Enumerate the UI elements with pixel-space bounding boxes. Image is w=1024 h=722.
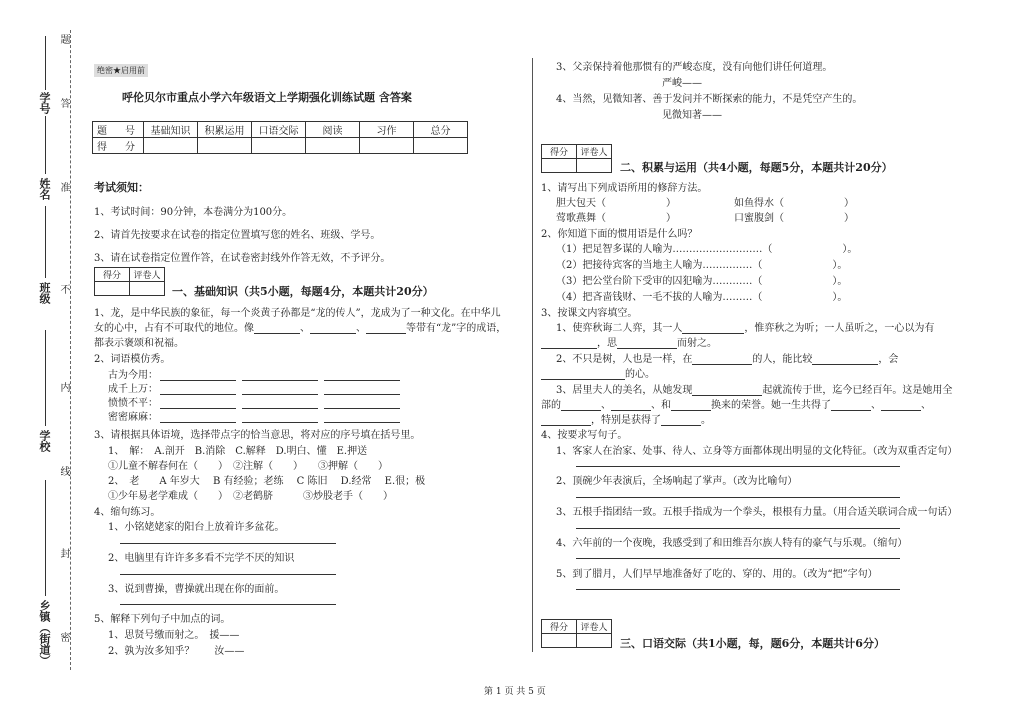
- scorebox-sec3: [541, 619, 612, 648]
- scorebox-label: 评卷人: [577, 620, 612, 634]
- text: ，思: [597, 338, 617, 349]
- text: 换来的荣誉。她一生共得了: [711, 400, 831, 411]
- text: 。: [701, 415, 711, 426]
- text: 2、不只是树，人也是一样，在: [556, 354, 693, 365]
- notice-item-1: 1、考试时间：90分钟，本卷满分为100分。: [94, 207, 293, 218]
- scorebox-cell[interactable]: [95, 282, 130, 296]
- sec2-heading: 二、积累与运用（共4小题，每题5分，本题共计20分）: [620, 161, 893, 174]
- answer-line[interactable]: [576, 528, 900, 529]
- answer-blank[interactable]: [541, 368, 625, 380]
- score-cell[interactable]: [144, 138, 198, 154]
- cut-char-4: 不: [58, 284, 69, 294]
- scorebox-label: 得分: [542, 620, 577, 634]
- answer-blank[interactable]: [881, 399, 921, 411]
- answer-blank[interactable]: [324, 411, 400, 423]
- sec1-q3: 3、请根据具体语境，选择带点字的恰当意思，将对应的序号填在括号里。: [94, 430, 421, 441]
- text: 、和: [651, 400, 671, 411]
- score-cell[interactable]: [360, 138, 414, 154]
- fill-3b: [541, 396, 931, 411]
- scorebox-cell[interactable]: [542, 159, 577, 173]
- score-head-0: 题 号: [93, 122, 144, 138]
- text: 、: [601, 400, 611, 411]
- q2-word: 古为今用：: [108, 370, 158, 381]
- q2-row-4: [108, 408, 400, 423]
- idiom-4: 口蜜腹剑（ ）: [734, 213, 854, 224]
- answer-blank[interactable]: [366, 322, 406, 334]
- text: 部的: [541, 400, 561, 411]
- scorebox-cell[interactable]: [542, 634, 577, 648]
- margin-line-school[interactable]: [45, 330, 46, 426]
- text: 1、使弈秋诲二人弈，其一人: [556, 323, 683, 334]
- answer-blank[interactable]: [561, 399, 601, 411]
- rewrite-5: 5、到了腊月，人们早早地准备好了吃的、穿的、用的。（改为“把”字句）: [556, 569, 878, 580]
- sep: 、: [300, 323, 310, 334]
- sec1-q1b: [94, 319, 506, 334]
- scorebox-label: 评卷人: [130, 268, 165, 282]
- cut-char-7: 封: [58, 548, 69, 558]
- fill-2b: [541, 365, 655, 380]
- idiom-q-2: （2）把接待宾客的当地主人喻为……………（ ）。: [556, 260, 848, 271]
- idiom-q-3: （3）把公堂台阶下受审的囚犯喻为…………（ ）。: [556, 276, 848, 287]
- cut-char-5: 内: [58, 382, 69, 392]
- text: 起就流传于世，迄今已经百年。这是她用全: [762, 385, 953, 396]
- answer-line[interactable]: [120, 574, 336, 575]
- sec2-q2: 2、你知道下面的惯用语是什么吗？: [541, 229, 698, 240]
- text: 、: [871, 400, 881, 411]
- q3-line-3: 2、 老 A 年岁大 B 有经验；老练 C 陈旧 D.经常 E.很；极: [108, 476, 426, 487]
- q4-item-2: 2、电脑里有许许多多看不完学不厌的知识: [108, 553, 295, 564]
- sec2-q1: 1、请写出下列成语所用的修辞方法。: [541, 183, 708, 194]
- scorebox-label: 评卷人: [577, 145, 612, 159]
- fill-1a: [556, 319, 934, 334]
- sec1-q2: 2、词语模仿秀。: [94, 354, 171, 365]
- fill-3a: [556, 381, 952, 396]
- sec3-heading: 三、口语交际（共1小题，每，题6分，本题共计6分）: [620, 637, 885, 650]
- seal-line: [70, 30, 71, 670]
- answer-blank[interactable]: [541, 337, 597, 349]
- scorebox-label: 得分: [95, 268, 130, 282]
- score-head-3: 口语交际: [252, 122, 306, 138]
- sec1-q1c: 都表示褒颂和祝福。: [94, 338, 184, 349]
- text: 、: [921, 400, 931, 411]
- cut-char-6: 线: [58, 466, 69, 476]
- margin-label-name: 姓名: [38, 178, 51, 200]
- margin-label-class: 班级: [38, 282, 51, 304]
- q3-line-2: ①儿童不解春何在（ ） ②注解（ ） ③押解（ ）: [108, 461, 388, 472]
- answer-blank[interactable]: [541, 414, 591, 426]
- q2-word: 密密麻麻：: [108, 412, 158, 423]
- right-item-4-answer: 见微知著——: [662, 110, 722, 121]
- text: 的人，能比较: [752, 354, 813, 365]
- answer-line[interactable]: [576, 497, 900, 498]
- cut-char-2: 答: [58, 98, 69, 108]
- answer-blank[interactable]: [254, 322, 300, 334]
- cut-char-3: 准: [58, 182, 69, 192]
- right-item-4: 4、当然，见微知著、善于发问并不断探索的能力，不是凭空产生的。: [556, 94, 863, 105]
- margin-line-name[interactable]: [45, 116, 46, 174]
- answer-blank[interactable]: [617, 337, 677, 349]
- page-title: 呼伦贝尔市重点小学六年级语文上学期强化训练试题 含答案: [122, 91, 412, 104]
- right-item-3-answer: 严峻——: [662, 78, 702, 89]
- margin-label-school: 学校: [38, 430, 51, 452]
- secret-label: 绝密★启用前: [94, 64, 148, 77]
- margin-line-town[interactable]: [45, 480, 46, 596]
- cut-char-8: 密: [58, 632, 69, 642]
- q2-row-3: [108, 394, 400, 409]
- scorebox-label: 得分: [542, 145, 577, 159]
- scorebox-cell[interactable]: [577, 634, 612, 648]
- text: 的心。: [625, 369, 655, 380]
- answer-blank[interactable]: [160, 411, 236, 423]
- margin-line-student-id[interactable]: [45, 36, 46, 90]
- q1b-pre: 女的心中，占有不可取代的地位。像: [94, 323, 254, 334]
- notice-heading: 考试须知：: [94, 181, 149, 194]
- text: ，特别是获得了: [591, 415, 661, 426]
- idiom-3: 莺歌燕舞（ ）: [556, 213, 676, 224]
- right-item-3: 3、父亲保持着他那惯有的严峻态度，没有向他们讲任何道理。: [556, 62, 833, 73]
- margin-label-town: 乡镇（街道）: [38, 600, 51, 666]
- idiom-q-1: （1）把足智多谋的人喻为………………………（ ）。: [556, 244, 858, 255]
- q3-line-1: 1、 解： A.剖开 B.消除 C.解释 D.明白、懂 E.押送: [108, 446, 368, 457]
- sep: 、: [356, 323, 366, 334]
- answer-blank[interactable]: [310, 322, 356, 334]
- score-head-5: 习作: [360, 122, 414, 138]
- score-head-6: 总分: [414, 122, 468, 138]
- scorebox-cell[interactable]: [577, 159, 612, 173]
- score-head-1: 基础知识: [144, 122, 198, 138]
- text: ，惟弈秋之为听；一人虽听之，一心以为有: [744, 323, 935, 334]
- notice-item-2: 2、请首先按要求在试卷的指定位置填写您的姓名、班级、学号。: [94, 230, 381, 241]
- answer-blank[interactable]: [692, 384, 762, 396]
- score-head-2: 积累运用: [198, 122, 252, 138]
- score-cell[interactable]: [198, 138, 252, 154]
- q2-word: 成千上万：: [108, 384, 158, 395]
- q4-item-1: 1、小铭姥姥家的阳台上放着许多盆花。: [108, 522, 285, 533]
- answer-blank[interactable]: [682, 322, 744, 334]
- sec2-q4: 4、按要求写句子。: [541, 430, 628, 441]
- score-table: [92, 121, 468, 154]
- answer-blank[interactable]: [671, 399, 711, 411]
- sec2-q3: 3、按课文内容填空。: [541, 308, 638, 319]
- rewrite-2: 2、顶碗少年表演后，全场响起了掌声。（改为比喻句）: [556, 476, 798, 487]
- rewrite-1: 1、客家人在治家、处事、待人、立身等方面都体现出明显的文化特征。（改为双重否定句）: [556, 446, 958, 457]
- answer-blank[interactable]: [831, 399, 871, 411]
- rewrite-3: 3、五根手指团结一致。五根手指成为一个拳头，根根有力量。（用合适关联词合成一句话）: [556, 507, 958, 518]
- answer-blank[interactable]: [812, 353, 878, 365]
- answer-blank[interactable]: [661, 414, 701, 426]
- q2-word: 愤愤不平：: [108, 398, 158, 409]
- answer-line[interactable]: [120, 543, 336, 544]
- fill-1b: [541, 334, 717, 349]
- notice-item-3: 3、请在试卷指定位置作答，在试卷密封线外作答无效，不予评分。: [94, 253, 391, 264]
- rewrite-4: 4、六年前的一个夜晚，我感受到了和田维吾尔族人特有的豪气与乐观。（缩句）: [556, 538, 908, 549]
- sec1-q5: 5、解释下列句子中加点的词。: [94, 614, 231, 625]
- text: 而射之。: [677, 338, 717, 349]
- answer-line[interactable]: [120, 604, 336, 605]
- scorebox-sec1: [94, 267, 165, 296]
- sec1-heading: 一、基础知识（共5小题，每题4分，本题共计20分）: [172, 285, 434, 298]
- score-cell[interactable]: [252, 138, 306, 154]
- answer-blank[interactable]: [242, 411, 318, 423]
- margin-label-student-id: 学号: [38, 92, 51, 114]
- fill-2a: [556, 350, 898, 365]
- idiom-1: 胆大包天（ ）: [556, 198, 676, 209]
- sec1-q4: 4、缩句练习。: [94, 507, 161, 518]
- q4-item-3: 3、说到曹操，曹操就出现在你的面前。: [108, 584, 285, 595]
- sec1-q1a: 1、龙，是中华民族的象征，每一个炎黄子孙都是“龙的传人”，龙成为了一种文化。在中华儿: [94, 308, 501, 319]
- text: 3、居里夫人的美名，从她发现: [556, 385, 693, 396]
- fill-3c: [541, 411, 711, 426]
- idiom-q-4: （4）把吝啬钱财、一毛不拔的人喻为………（ ）。: [556, 292, 848, 303]
- page-footer: 第 1 页 共 5 页: [484, 687, 546, 697]
- scorebox-sec2: [541, 144, 612, 173]
- answer-line[interactable]: [576, 466, 900, 467]
- q3-line-4: ①少年易老学难成（ ） ②老鹤脐 ③炒股老手（ ）: [108, 491, 393, 502]
- q1b-post: 等带有“龙”字的成语，: [406, 323, 507, 334]
- score-cell[interactable]: [414, 138, 468, 154]
- cut-char-1: 题: [58, 34, 69, 44]
- column-divider: [532, 58, 533, 652]
- answer-blank[interactable]: [611, 399, 651, 411]
- q2-row-1: [108, 366, 400, 381]
- scorebox-cell[interactable]: [130, 282, 165, 296]
- idiom-2: 如鱼得水（ ）: [734, 198, 854, 209]
- score-cell[interactable]: [306, 138, 360, 154]
- answer-line[interactable]: [576, 589, 900, 590]
- q5-item-2: 2、孰为汝多知乎？ 汝——: [108, 646, 245, 657]
- answer-blank[interactable]: [692, 353, 752, 365]
- score-head-4: 阅读: [306, 122, 360, 138]
- q5-item-1: 1、思贤号缴而射之。 援——: [108, 630, 240, 641]
- text: ，会: [878, 354, 899, 365]
- q2-row-2: [108, 380, 400, 395]
- margin-line-class[interactable]: [45, 206, 46, 278]
- answer-line[interactable]: [576, 558, 900, 559]
- score-row-label: 得 分: [93, 138, 144, 154]
